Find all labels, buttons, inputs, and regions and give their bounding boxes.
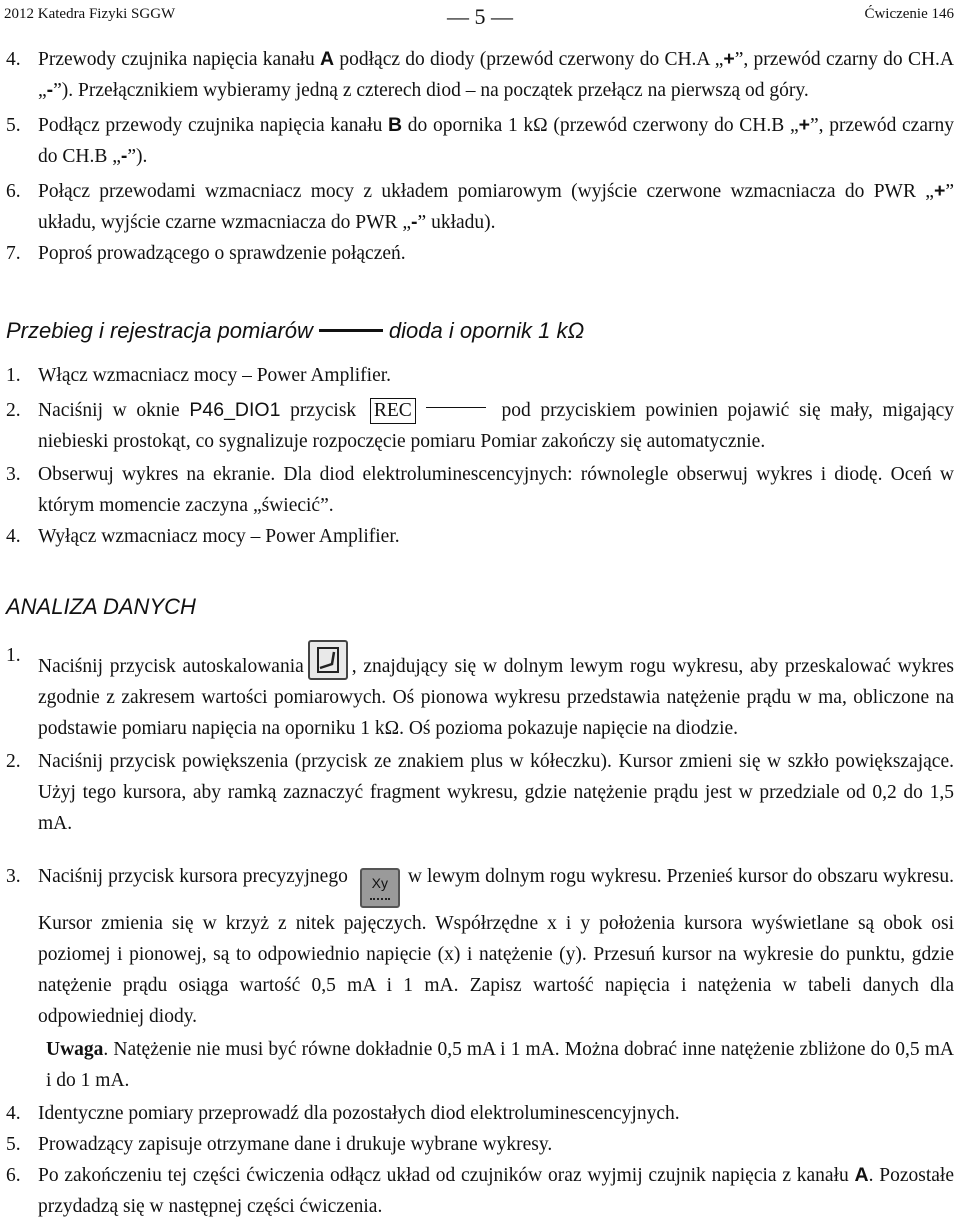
list-item: 2. Naciśnij w oknie P46_DIO1 przycisk REC pod przyciskiem powinien pojawić się mały, migający niebieski prostokąt, co sygnalizuje rozpoczęcie pomiaru Pomiar zakończy się automatycznie. xyxy=(6,399,955,452)
page-number: — 5 — xyxy=(447,4,513,29)
list-item: 1. Włącz wzmacniacz mocy – Power Amplifier. xyxy=(6,365,392,386)
list-item: 1. Naciśnij przycisk autoskalowania , znajdujący się w dolnym lewym rogu wykresu, aby przeskalować wykres zgodnie z zakresem wartości pomiarowych. Oś pionowa wykresu przedstawia natężenie prądu w ma, obliczone na podstawie pomiaru napięcia na oporniku 1 kΩ. Oś pozioma pokazuje napięcie na diodzie. xyxy=(6,640,954,744)
precision-cursor-icon[interactable]: Xy xyxy=(360,868,400,908)
window-name: P46_DIO1 xyxy=(189,399,281,421)
analysis-list xyxy=(6,640,954,1222)
channel-label: A xyxy=(854,1164,869,1186)
dash-divider xyxy=(426,407,486,409)
channel-label: A xyxy=(320,48,335,70)
setup-list xyxy=(6,44,954,269)
dash-divider xyxy=(319,329,383,332)
list-item: 4. Przewody czujnika napięcia kanału A podłącz do diody (przewód czerwony do CH.A „+”, przewód czarny do CH.A „-”). Przełącznikiem wybieramy jedną z czterech diod – na początek przełącz na pierwszą od góry. xyxy=(6,48,954,101)
list-item: 4. Identyczne pomiary przeprowadź dla pozostałych diod elektroluminescencyjnych. xyxy=(6,1103,680,1124)
note: Uwaga. Natężenie nie musi być równe dokładnie 0,5 mA i 1 mA. Można dobrać inne natężenie zbliżone do 0,5 mA i do 1 mA. xyxy=(46,1039,954,1091)
list-item: 7. Poproś prowadzącego o sprawdzenie połączeń. xyxy=(6,243,406,264)
channel-label: B xyxy=(388,114,403,136)
header-exercise: Ćwiczenie 146 xyxy=(864,6,954,22)
measurement-list xyxy=(6,360,954,552)
list-item: 2. Naciśnij przycisk powiększenia (przycisk ze znakiem plus w kółeczku). Kursor zmieni się w szkło powiększające. Użyj tego kursora, aby ramką zaznaczyć fragment wykresu, gdzie natężenie prądu jest w przedziale od 0,2 do 1,5 mA. xyxy=(6,751,954,834)
list-item: 5. Podłącz przewody czujnika napięcia kanału B do opornika 1 kΩ (przewód czerwony do CH.B „+”, przewód czarny do CH.B „-”). xyxy=(6,114,954,167)
list-item: 6. Po zakończeniu tej części ćwiczenia odłącz układ od czujników oraz wyjmij czujnik napięcia z kanału A. Pozostałe przydadzą się w następnej części ćwiczenia. xyxy=(6,1164,954,1217)
header-institution: 2012 Katedra Fizyki SGGW xyxy=(4,6,176,22)
section-heading-analysis: ANALIZA DANYCH xyxy=(6,594,196,619)
list-item: 3. Obserwuj wykres na ekranie. Dla diod elektroluminescencyjnych: równolegle obserwuj wykres i diodę. Oceń w którym momencie zaczyna „świecić”. xyxy=(6,464,954,516)
section-heading-measurement: Przebieg i rejestracja pomiarów dioda i opornik 1 kΩ xyxy=(6,318,585,343)
page-header xyxy=(0,4,960,30)
list-item: 3. Naciśnij przycisk kursora precyzyjnego Xy w lewym dolnym rogu wykresu. Przenieś kursor do obszaru wykresu. Kursor zmienia się w krzyż z nitek pajęczych. Współrzędne x i y położenia kursora wyświetlane są obok osi poziomej i pionowej, są to odpowiednio napięcie (x) i natężenie (y). Przesuń kursor na wykresie do punktu, gdzie natężenie prądu osiąga wartość 0,5 mA i 1 mA. Zapisz wartość napięcia i natężenia w tabeli danych dla odpowiedniej diody. xyxy=(6,866,955,1027)
note-label: Uwaga xyxy=(46,1039,104,1060)
autoscale-icon[interactable] xyxy=(308,640,348,680)
rec-button[interactable]: REC xyxy=(370,398,416,424)
list-item: 4. Wyłącz wzmacniacz mocy – Power Amplifier. xyxy=(6,526,400,547)
list-item: 5. Prowadzący zapisuje otrzymane dane i drukuje wybrane wykresy. xyxy=(6,1134,553,1155)
list-item: 6. Połącz przewodami wzmacniacz mocy z układem pomiarowym (wyjście czerwone wzmacniacza do PWR „+” układu, wyjście czarne wzmacniacza do PWR „-” układu). xyxy=(6,180,954,233)
